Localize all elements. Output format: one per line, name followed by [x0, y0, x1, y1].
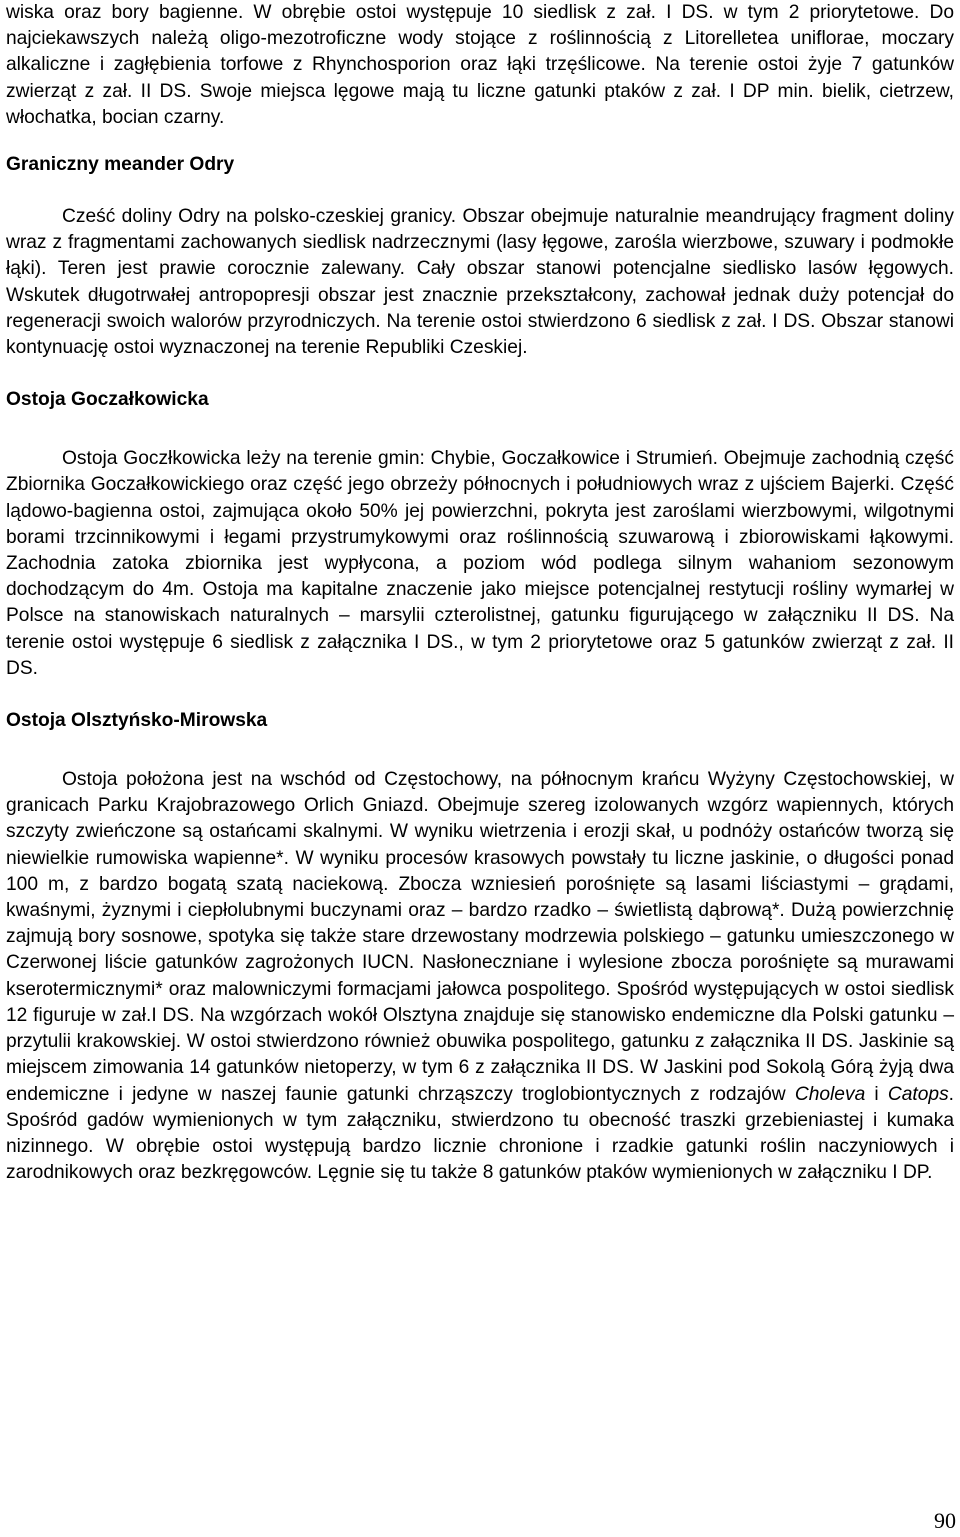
- page-number: 90: [934, 1508, 956, 1533]
- text-segment: Ostoja położona jest na wschód od Częstochowy, na północnym krańcu Wyżyny Częstochowskiej, w granicach Parku Krajobrazowego Orlich Gniazd. Obejmuje szereg izolowanych wzgórz wapiennych, których szczyty zwieńczone są ostańcami skalnymi. W wyniku wietrzenia i erozji skał, u podnóży ostańców tworzą się niewielkie rumowiska wapienne*. W wyniku procesów krasowych powstały tu liczne jaskinie, o długości ponad 100 m, z bardzo bogatą szatą naciekową. Zbocza wzniesień porośnięte są lasami liściastymi – grądami, kwaśnymi, żyznymi i ciepłolubnymi buczynami oraz – bardzo rzadko – świetlistą dąbrową*. Dużą powierzchnię zajmują bory sosnowe, spotyka się także stare drzewostany modrzewia polskiego – gatunku umieszczonego w Czerwonej liście gatunków zagrożonych IUCN. Nasłoneczniane i wylesione zbocza porośnięte są murawami kserotermicznymi* oraz malowniczymi formacjami jałowca pospolitego. Spośród występujących w ostoi siedlisk 12 figuruje w zał.I DS. Na wzgórzach wokół Olsztyna znajduje się stanowisko endemiczne dla Polski gatunku – przytulii krakowskiej. W ostoi stwierdzono również obuwika pospolitego, gatunku z załącznika II DS. Jaskinie są miejscem zimowania 14 gatunków nietoperzy, w tym 6 z załącznika II DS. W Jaskini pod Sokolą Górą żyją dwa endemiczne i jedyne w naszej faunie gatunki chrząszczy troglobiontycznych z rodzajów: [6, 769, 954, 1105]
- text-segment: i: [865, 1083, 888, 1105]
- genus-name-choleva: Choleva: [794, 1083, 866, 1105]
- document-page: [6, 0, 954, 1186]
- paragraph-ostoja-goczalkowicka: Ostoja Goczłkowicka leży na terenie gmin: Chybie, Goczałkowice i Strumień. Obejmuje zachodnią część Zbiornika Goczałkowickiego oraz część jego obrzeży północnych i południowych wraz z ujściem Bajerki. Część lądowo-bagienna ostoi, zajmująca około 50% jej powierzchni, pokryta jest zaroślami wierzbowymi, wilgotnymi borami trzcinnikowymi i łegami przystrumykowymi oraz roślinnością szuwarową i zbiorowiskami łąkowymi. Zachodnia zatoka zbiornika jest wypłycona, a poziom wód podlega silnym wahaniom sezonowym dochodzącym do 4m. Ostoja ma kapitalne znaczenie jako miejsce potencjalnej restytucji rośliny wymarłej w Polsce na stanowiskach naturalnych – marsylii czterolistnej, gatunku figurującego w załączniku II DS. Na terenie ostoi występuje 6 siedlisk z załącznika I DS., w tym 2 priorytetowe oraz 5 gatunków zwierząt z zał. II DS.: [6, 448, 954, 679]
- genus-name-catops: Catops: [887, 1083, 949, 1105]
- text-segment: . Spośród gadów wymienionych w tym załączniku, stwierdzono tu obecność traszki grzebieniastej i kumaka nizinnego. W obrębie ostoi występują bardzo licznie chronione i rzadkie gatunki roślin naczyniowych i zarodnikowych oraz bezkręgowców. Lęgnie się tu także 8 gatunków ptaków wymienionych w załączniku I DP.: [6, 1083, 955, 1184]
- heading-graniczny-meander-odry: Graniczny meander Odry: [6, 154, 235, 176]
- paragraph-ostoja-olsztynsko-mirowska: [6, 767, 954, 1186]
- paragraph-graniczny-meander-odry: Cześć doliny Odry na polsko-czeskiej granicy. Obszar obejmuje naturalnie meandrujący fragment doliny wraz z fragmentami zachowanych siedlisk nadrzecznymi (lasy łęgowe, zarośla wierzbowe, szuwary i podmokłe łąki). Teren jest prawie corocznie zalewany. Cały obszar stanowi potencjalne siedlisko lasów łęgowych. Wskutek długotrwałej antropopresji obszar jest znacznie przekształcony, zachował jednak duży potencjał do regeneracji swoich walorów przyrodniczych. Na terenie ostoi stwierdzono 6 siedlisk z zał. I DS. Obszar stanowi kontynuację ostoi wyznaczonej na terenie Republiki Czeskiej.: [6, 206, 954, 359]
- heading-ostoja-goczalkowicka: Ostoja Goczałkowicka: [6, 389, 209, 411]
- heading-ostoja-olsztynsko-mirowska: Ostoja Olsztyńsko-Mirowska: [6, 710, 268, 732]
- intro-paragraph: wiska oraz bory bagienne. W obrębie ostoi występuje 10 siedlisk z zał. I DS. w tym 2 priorytetowe. Do najciekawszych należą oligo-mezotroficzne wody stojące z roślinnością z Litorelletea uniflorae, moczary alkaliczne i zagłębienia torfowe z Rhynchosporion oraz łąki trzęślicowe. Na terenie ostoi żyje 7 gatunków zwierząt z zał. II DS. Swoje miejsca lęgowe mają tu liczne gatunki ptaków z zał. I DP min. bielik, cietrzew, włochatka, bocian czarny.: [6, 2, 954, 128]
